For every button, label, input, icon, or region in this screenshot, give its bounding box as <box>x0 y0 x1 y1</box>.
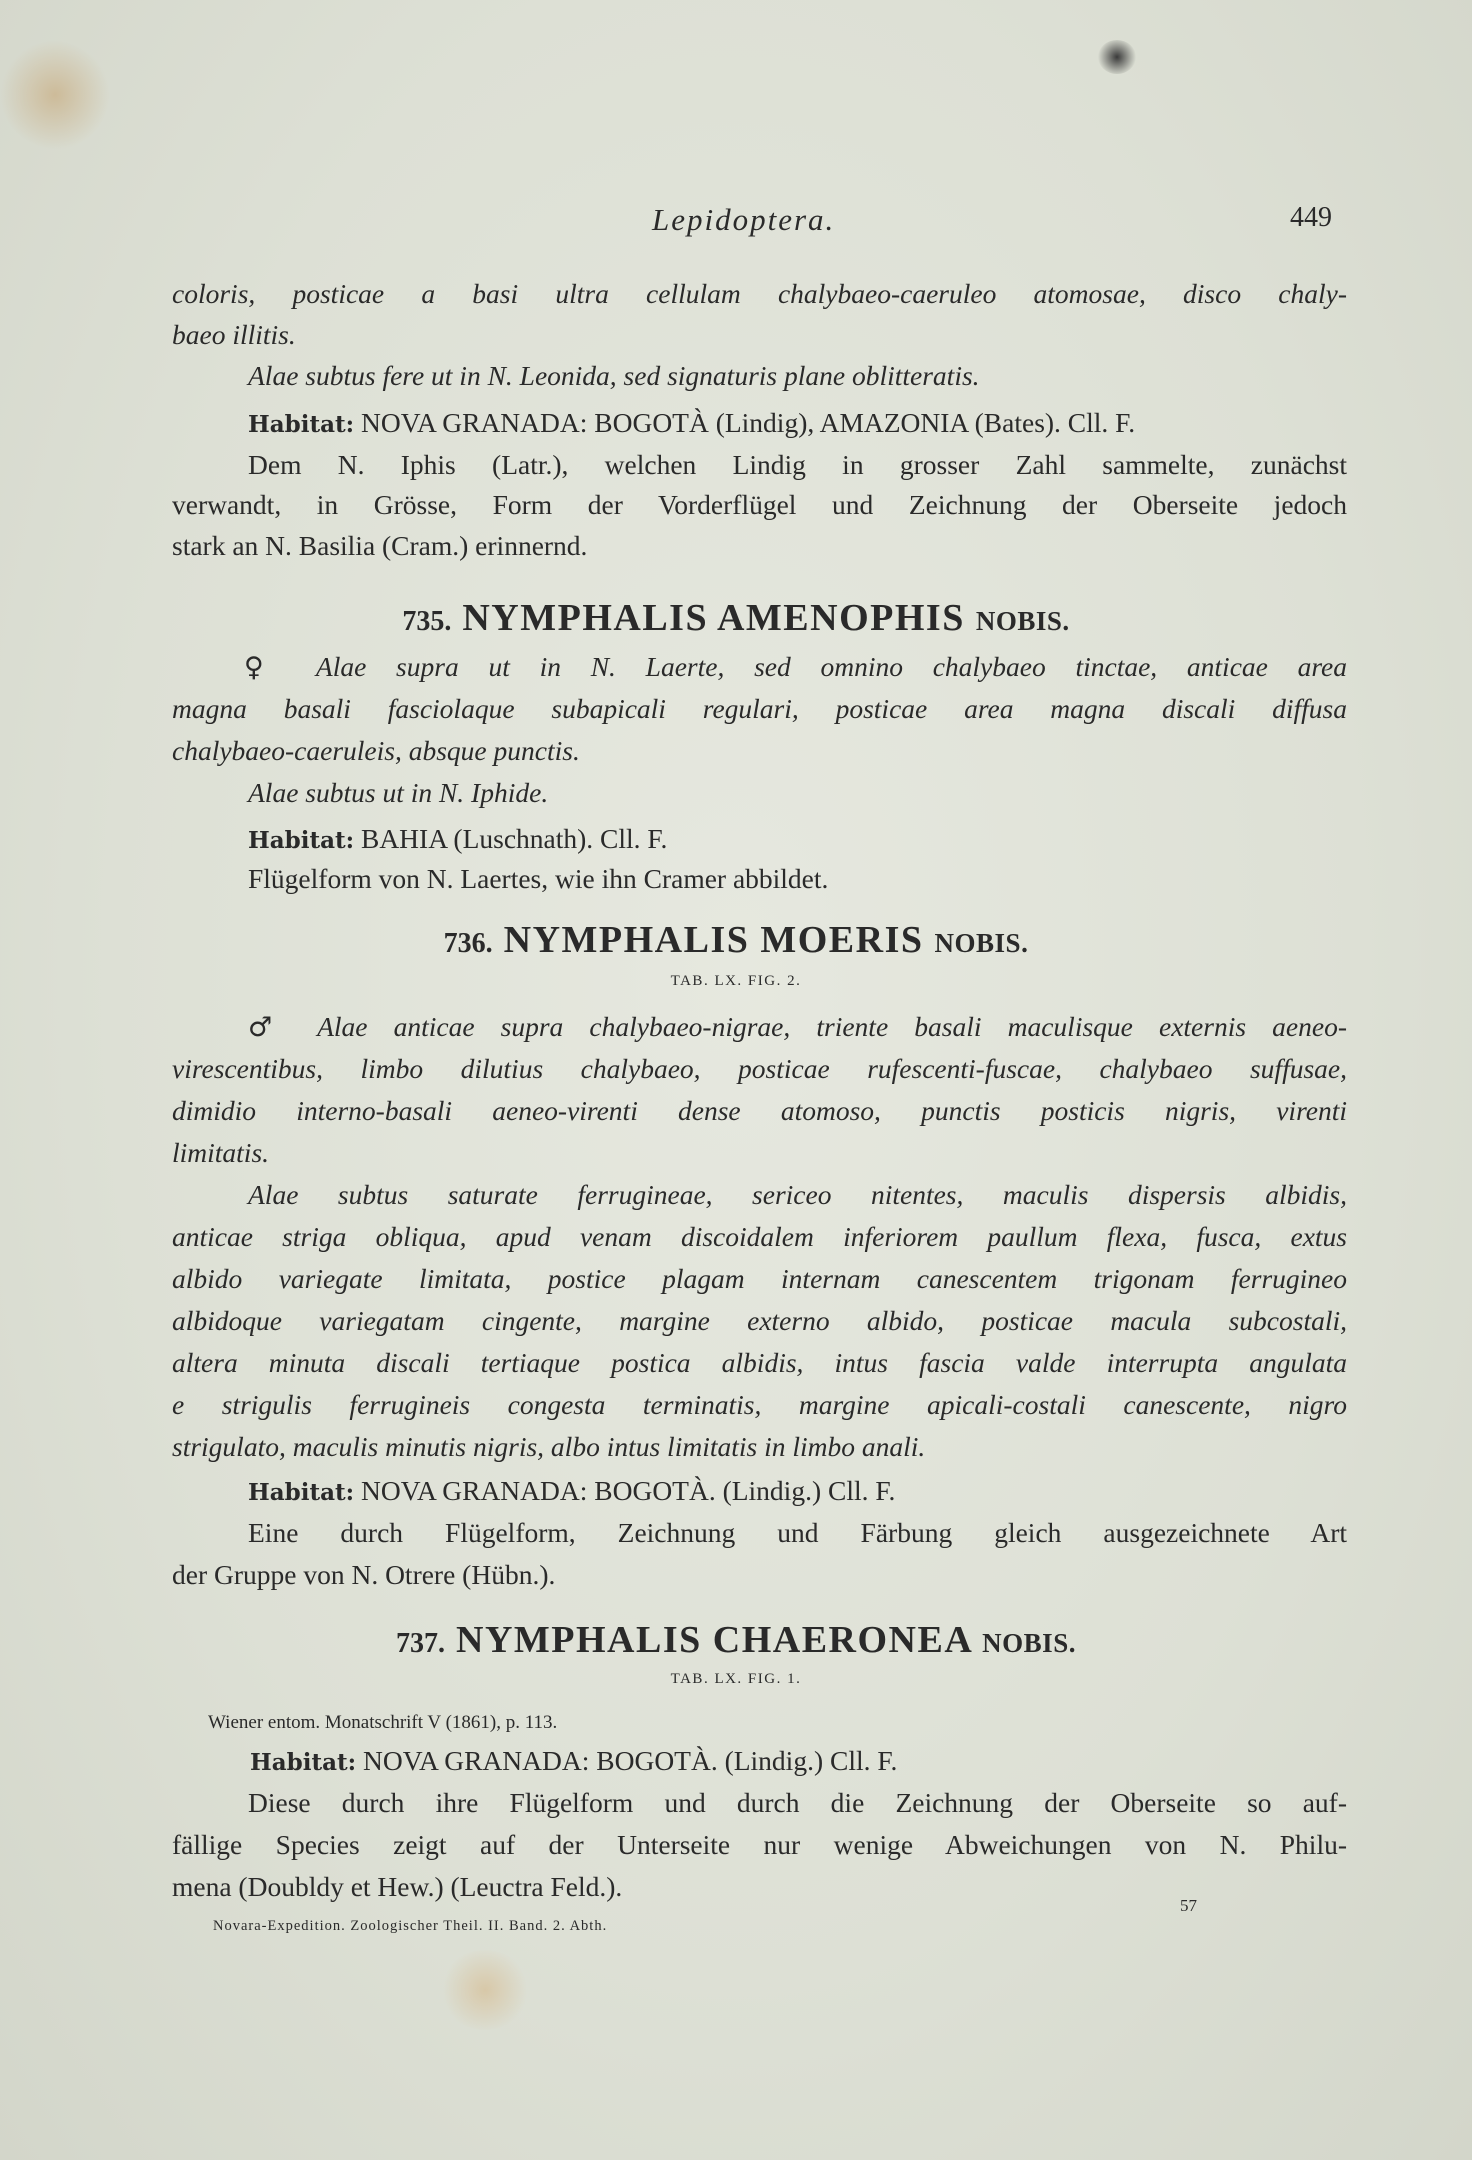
text-line: albido variegate limitata, postice plagam internam canescentem trigonam ferrugineo <box>172 1263 1347 1294</box>
habitat-line <box>250 1744 1425 1780</box>
text-line: verwandt, in Grösse, Form der Vorderflügel und Zeichnung der Oberseite jedoch <box>172 489 1347 520</box>
text-line: Flügelform von N. Laertes, wie ihn Cramer abbildet. <box>248 863 829 894</box>
text-line: stark an N. Basilia (Cram.) erinnernd. <box>172 530 588 561</box>
habitat-text: NOVA GRANADA: BOGOTÀ. (Lindig.) Cll. F. <box>360 1475 896 1506</box>
text-line: limitatis. <box>172 1137 270 1168</box>
habitat-text: BAHIA (Luschnath). Cll. F. <box>360 823 668 854</box>
text-line: Alae subtus ut in N. Iphide. <box>248 777 549 808</box>
text-line: coloris, posticae a basi ultra cellulam chalybaeo-caeruleo atomosae, disco chaly- <box>172 278 1347 309</box>
female-symbol-icon: ♀ <box>244 652 287 683</box>
signature-mark: 57 <box>1180 1896 1197 1915</box>
habitat-line <box>248 406 1423 442</box>
habitat-label: Habitat: <box>248 1479 355 1506</box>
text-line: baeo illitis. <box>172 319 296 350</box>
stain-top-left <box>0 40 110 150</box>
species-number: 737. <box>396 1628 446 1659</box>
plate-reference: TAB. LX. FIG. 2. <box>670 973 802 989</box>
page-number: 449 <box>1290 202 1332 233</box>
text-line: chalybaeo-caeruleis, absque punctis. <box>172 735 580 766</box>
running-title: Lepidoptera. <box>652 202 836 237</box>
habitat-line <box>248 1474 1423 1510</box>
species-name: NYMPHALIS MOERIS <box>503 919 924 961</box>
male-symbol-icon: ♂ <box>248 1012 292 1043</box>
habitat-label: Habitat: <box>248 827 355 854</box>
stain-top-right <box>1098 40 1136 74</box>
text-line: Diese durch ihre Flügelform und durch die Zeichnung der Oberseite so auf- <box>248 1787 1347 1818</box>
text-line: anticae striga obliqua, apud venam discoidalem inferiorem paullum flexa, fusca, extus <box>172 1221 1347 1252</box>
text-line: magna basali fasciolaque subapicali regulari, posticae area magna discali diffusa <box>172 693 1347 724</box>
habitat-text: NOVA GRANADA: BOGOTÀ (Lindig), AMAZONIA (Bates). Cll. F. <box>360 407 1136 438</box>
text-span: Alae supra ut in N. Laerte, sed omnino chalybaeo tinctae, anticae area <box>315 651 1347 682</box>
species-author: NOBIS. <box>934 928 1029 958</box>
text-line: Dem N. Iphis (Latr.), welchen Lindig in grosser Zahl sammelte, zunächst <box>248 449 1347 480</box>
text-line: e strigulis ferrugineis congesta terminatis, margine apicali-costali canescente, nigro <box>172 1389 1347 1420</box>
habitat-text: NOVA GRANADA: BOGOTÀ. (Lindig.) Cll. F. <box>362 1745 898 1776</box>
text-line: der Gruppe von N. Otrere (Hübn.). <box>172 1559 556 1590</box>
species-heading-736 <box>0 918 1472 966</box>
species-number: 735. <box>402 606 452 637</box>
species-name: NYMPHALIS AMENOPHIS <box>462 597 965 639</box>
text-line: dimidio interno-basali aeneo-virenti dense atomoso, punctis posticis nigris, virenti <box>172 1095 1347 1126</box>
text-line: Alae subtus fere ut in N. Leonida, sed signaturis plane oblitteratis. <box>248 360 980 391</box>
text-line: strigulato, maculis minutis nigris, albo intus limitatis in limbo anali. <box>172 1431 926 1462</box>
text-line: mena (Doubldy et Hew.) (Leuctra Feld.). <box>172 1871 623 1902</box>
species-heading-735 <box>0 596 1472 644</box>
species-name: NYMPHALIS CHAERONEA <box>456 1619 972 1661</box>
species-author: NOBIS. <box>982 1628 1076 1658</box>
stain-bottom <box>440 1950 530 2030</box>
literature-reference: Wiener entom. Monatschrift V (1861), p. 113. <box>208 1712 558 1733</box>
text-line: Alae subtus saturate ferrugineae, sericeo nitentes, maculis dispersis albidis, <box>248 1179 1347 1210</box>
text-line: albidoque variegatam cingente, margine externo albido, posticae macula subcostali, <box>172 1305 1347 1336</box>
species-author: NOBIS. <box>975 606 1070 636</box>
footer-imprint: Novara-Expedition. Zoologischer Theil. II. Band. 2. Abth. <box>213 1918 608 1934</box>
habitat-line <box>248 822 1423 858</box>
text-span: Alae anticae supra chalybaeo-nigrae, triente basali maculisque externis aeneo- <box>317 1011 1347 1042</box>
text-line: virescentibus, limbo dilutius chalybaeo, posticae rufescenti-fuscae, chalybaeo suffusae, <box>172 1053 1347 1084</box>
habitat-label: Habitat: <box>248 411 355 438</box>
species-heading-737 <box>0 1618 1472 1666</box>
text-line <box>172 650 1347 685</box>
text-line <box>172 1010 1347 1045</box>
habitat-label: Habitat: <box>250 1749 357 1776</box>
text-line: Eine durch Flügelform, Zeichnung und Färbung gleich ausgezeichnete Art <box>248 1517 1347 1548</box>
species-number: 736. <box>443 928 493 959</box>
text-line: fällige Species zeigt auf der Unterseite nur wenige Abweichungen von N. Philu- <box>172 1829 1347 1860</box>
plate-reference: TAB. LX. FIG. 1. <box>670 1671 802 1687</box>
text-line: altera minuta discali tertiaque postica albidis, intus fascia valde interrupta angulata <box>172 1347 1347 1378</box>
